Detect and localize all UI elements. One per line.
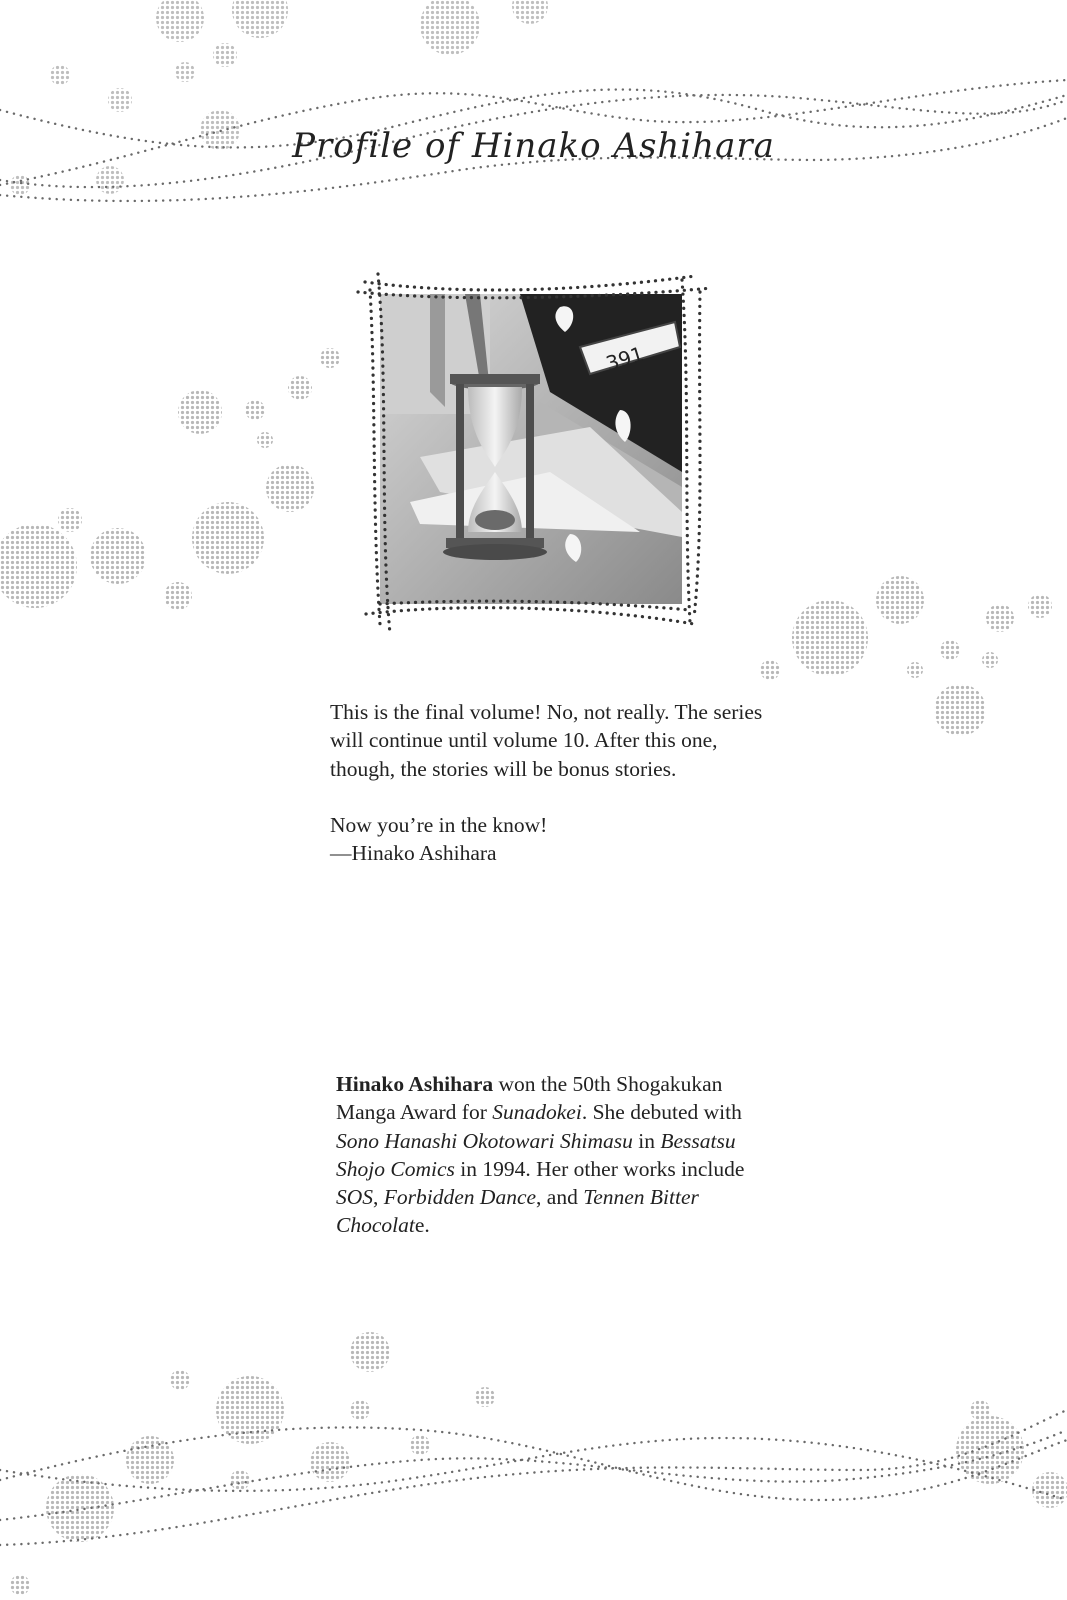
hourglass-illustration	[380, 294, 682, 604]
bio-work-title: Sunadokei	[492, 1100, 582, 1125]
bio-text: won the 50th Shogakukan Manga Award for	[336, 1072, 723, 1125]
bio-work-title: SOS	[336, 1185, 374, 1210]
profile-paragraph-1: This is the final volume! No, not really. The series will continue until volume 10. After this one, though, the stories will be bonus stories.	[330, 700, 763, 781]
page-title: Profile of Hinako Ashihara	[292, 126, 775, 166]
bottom-bokeh-dots	[10, 1332, 1067, 1595]
profile-message	[330, 698, 770, 867]
bio-work-title: Tennen Bitter Chocolat	[336, 1185, 699, 1238]
bio-work-title: Sono Hanashi Okotowari Shimasu	[336, 1128, 633, 1153]
right-bokeh-dots	[760, 576, 1052, 736]
bio-text: in 1994. Her other works include	[454, 1156, 745, 1181]
illustration-frame	[350, 262, 720, 642]
profile-signature: —Hinako Ashihara	[330, 841, 497, 866]
author-bio	[336, 1070, 786, 1240]
bio-text: . She debuted with	[581, 1100, 742, 1125]
bio-text: e.	[414, 1213, 430, 1238]
left-bokeh-dots	[0, 348, 340, 610]
bio-work-title: Bessatsu Shojo Comics	[336, 1128, 736, 1181]
bio-work-title: Forbidden Dance	[383, 1185, 537, 1210]
bio-text: , and	[536, 1185, 584, 1210]
bio-text: ,	[373, 1185, 384, 1210]
plate-number: 391	[603, 341, 647, 376]
bio-text: in	[632, 1128, 661, 1153]
profile-paragraph-2: Now you’re in the know!	[330, 812, 548, 837]
bio-author-name: Hinako Ashihara	[336, 1072, 494, 1096]
